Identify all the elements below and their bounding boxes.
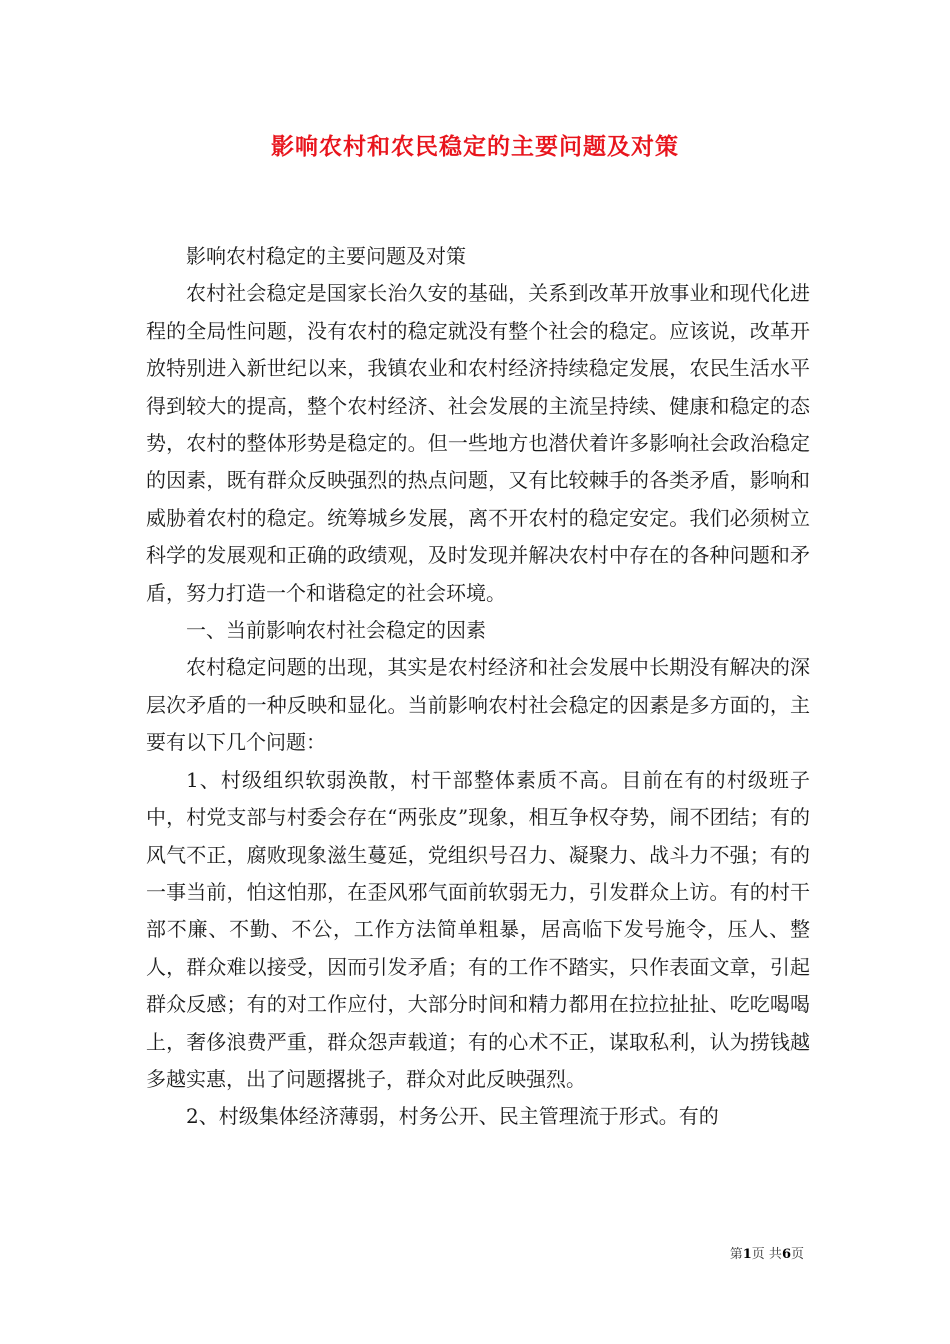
footer-suffix: 页	[790, 1247, 804, 1262]
footer-total-pages: 6	[781, 1247, 791, 1262]
document-body	[146, 238, 810, 1136]
page-number-footer	[730, 1246, 804, 1264]
paragraph-subtitle: 影响农村稳定的主要问题及对策	[186, 244, 466, 268]
paragraph-point-2: 2、村级集体经济薄弱，村务公开、民主管理流于形式。有的	[186, 1104, 719, 1129]
footer-current-page: 1	[742, 1247, 752, 1262]
document-title: 影响农村和农民稳定的主要问题及对策	[271, 133, 679, 160]
paragraph-intro: 农村社会稳定是国家长治久安的基础，关系到改革开放事业和现代化进程的全局性问题，没有农村的稳定就没有整个社会的稳定。应该说，改革开放特别进入新世纪以来，我镇农业和农村经济持续稳定发展，农民生活水平得到较大的提高，整个农村经济、社会发展的主流呈持续、健康和稳定的态势，农村的整体形势是稳定的。但一些地方也潜伏着许多影响社会政治稳定的因素，既有群众反映强烈的热点问题，又有比较棘手的各类矛盾，影响和威胁着农村的稳定。统筹城乡发展，离不开农村的稳定安定。我们必须树立科学的发展观和正确的政绩观，及时发现并解决农村中存在的各种问题和矛盾，努力打造一个和谐稳定的社会环境。	[146, 281, 810, 605]
paragraph-section-intro: 农村稳定问题的出现，其实是农村经济和社会发展中长期没有解决的深层次矛盾的一种反映和显化。当前影响农村社会稳定的因素是多方面的，主要有以下几个问题：	[146, 655, 810, 755]
footer-middle: 页 共	[751, 1247, 782, 1262]
paragraph-section-heading: 一、当前影响农村社会稳定的因素	[186, 618, 486, 643]
footer-prefix: 第	[729, 1247, 743, 1262]
paragraph-point-1: 1、村级组织软弱涣散，村干部整体素质不高。目前在有的村级班子中，村党支部与村委会存在“两张皮”现象，相互争权夺势，闹不团结；有的风气不正，腐败现象滋生蔓延，党组织号召力、凝聚力、战斗力不强；有的一事当前，怕这怕那，在歪风邪气面前软弱无力，引发群众上访。有的村干部不廉、不勤、不公，工作方法简单粗暴，居高临下发号施令，压人、整人，群众难以接受，因而引发矛盾；有的工作不踏实，只作表面文章，引起群众反感；有的对工作应付，大部分时间和精力都用在拉拉扯扯、吃吃喝喝上，奢侈浪费严重，群众怨声载道；有的心术不正，谋取私利，认为捞钱越多越实惠，出了问题撂挑子，群众对此反映强烈。	[146, 767, 810, 1091]
